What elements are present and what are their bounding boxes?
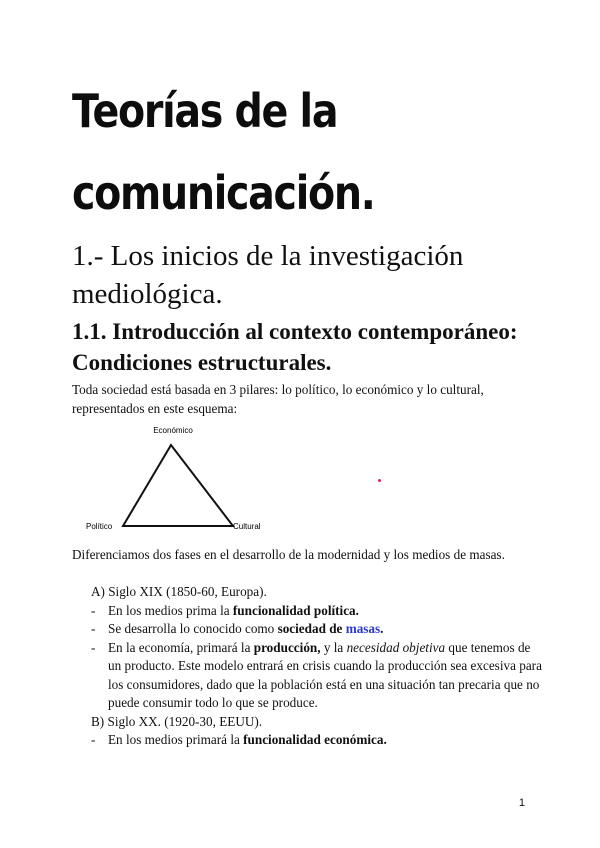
dash-bullet: - [91,621,96,636]
list-item [72,620,542,639]
triangle-shape [123,445,233,526]
section-heading: 1.- Los inicios de la investigación mediológica. [72,240,464,310]
list-item-a: A) Siglo XIX (1850-60, Europa). [91,584,267,599]
dash-bullet: - [91,602,96,618]
phases-paragraph: Diferenciamos dos fases en el desarrollo de la modernidad y los medios de masas. [72,547,505,562]
item-bold-text: funcionalidad económica. [243,732,387,747]
subsection-heading: 1.1. Introducción al contexto contemporáneo: Condiciones estructurales. [72,319,518,375]
item-italic-text: necesidad objetiva [346,639,446,655]
intro-paragraph: Toda sociedad está basada en 3 pilares: lo político, lo económico y lo cultural, representados en este esquema: [72,382,484,416]
item-text: En los medios prima la [108,602,233,618]
pillars-triangle-diagram [80,424,280,534]
item-text: En los medios primará la [108,732,244,747]
item-text: que tenemos de un producto. Este modelo entrará en crisis cuando la producción sea excesiva para los consumidores, dado que la población está en una situación tan precaria que no puede consumir todo lo que se produce. [108,639,542,710]
document-title-line-1: Teorías de la [72,84,338,138]
list-item-b: B) Siglo XX. (1920-30, EEUU). [91,713,263,729]
list-item [72,731,542,750]
item-text: y la [320,639,347,655]
dash-bullet: - [91,732,96,747]
dash-bullet: - [91,639,96,655]
item-text: En la economía, primará la [108,639,254,655]
list-item [72,639,542,713]
page-number: 1 [518,797,525,809]
item-bold-text: funcionalidad política. [232,602,359,618]
item-bold-text: . [380,621,384,636]
item-bold-text: producción, [253,639,321,655]
document-title-line-2: comunicación. [72,166,375,220]
red-dot-mark [378,479,381,482]
phases-list [72,583,542,750]
item-blue-text: masas [345,621,381,636]
item-bold-text: sociedad de [277,621,346,636]
item-text: Se desarrolla lo conocido como [108,621,278,636]
list-item [72,602,542,621]
diagram-label-economico: Económico [153,426,193,435]
diagram-label-cultural: Cultural [233,522,261,531]
diagram-label-politico: Político [86,522,113,531]
